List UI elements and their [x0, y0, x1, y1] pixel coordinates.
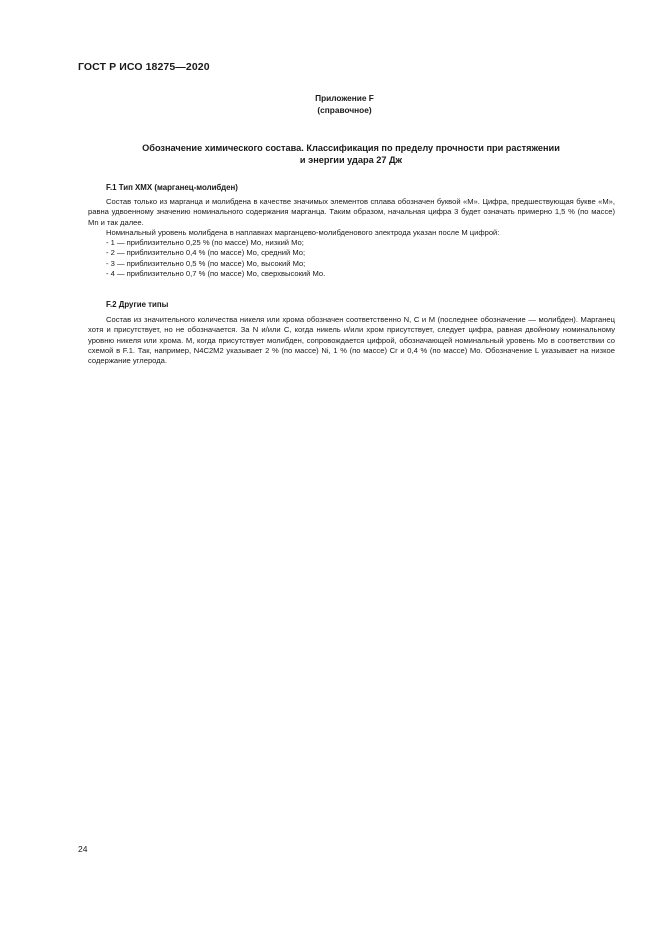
section-f1-heading: F.1 Тип XMX (марганец-молибден)	[106, 183, 238, 192]
list-item: - 3 — приблизительно 0,5 % (по массе) Mo, высокий Mo;	[106, 258, 306, 268]
appendix-note: (справочное)	[317, 105, 372, 115]
section-title	[86, 142, 616, 166]
section-f2-heading: F.2 Другие типы	[106, 300, 169, 309]
list-item: - 2 — приблизительно 0,4 % (по массе) Mo, средний Mo;	[106, 248, 306, 258]
list-item: - 1 — приблизительно 0,25 % (по массе) Mo, низкий Mo;	[106, 238, 304, 248]
section-title-line-2: и энергии удара 27 Дж	[299, 155, 403, 165]
paragraph: Номинальный уровень молибдена в наплавках марганцево-молибденового электрода указан после M цифрой:	[106, 227, 500, 237]
section-title-line-1: Обозначение химического состава. Классификация по пределу прочности при растяжении	[142, 143, 560, 153]
section-f2-body	[88, 315, 615, 366]
appendix-heading	[0, 92, 661, 116]
molybdenum-level-list	[88, 238, 615, 279]
appendix-label: Приложение F	[315, 93, 374, 103]
list-item: - 4 — приблизительно 0,7 % (по массе) Mo, сверхвысокий Mo.	[106, 269, 326, 279]
paragraph: Состав только из марганца и молибдена в качестве значимых элементов сплава обозначен буквой «M». Цифра, предшествующая букве «M», равна удвоенному значению номинального содержания марганца. Таким образом, начальная цифра 3 будет означать примерно 1,5 % (по массе) Mn и так далее.	[88, 197, 615, 227]
paragraph: Состав из значительного количества никеля или хрома обозначен соответственно N, C и M (последнее обозначение — молибден). Марганец хотя и присутствует, но не обозначается. За N и/или C, когда никель и/или хром присутствует, следует цифра, равная двойному номинальному уровню никеля или хрома. M, когда присутствует молибден, сопровождается цифрой, обозначающей номинальный уровень Mo в соответствии со схемой в F.1. Так, например, N4C2M2 указывает 2 % (по массе) Ni, 1 % (по массе) Cr и 0,4 % (по массе) Mo. Обозначение L указывает на низкое содержание углерода.	[88, 315, 615, 366]
standard-code: ГОСТ Р ИСО 18275—2020	[78, 61, 210, 73]
section-f1-body	[88, 197, 615, 279]
page-number: 24	[78, 844, 88, 854]
